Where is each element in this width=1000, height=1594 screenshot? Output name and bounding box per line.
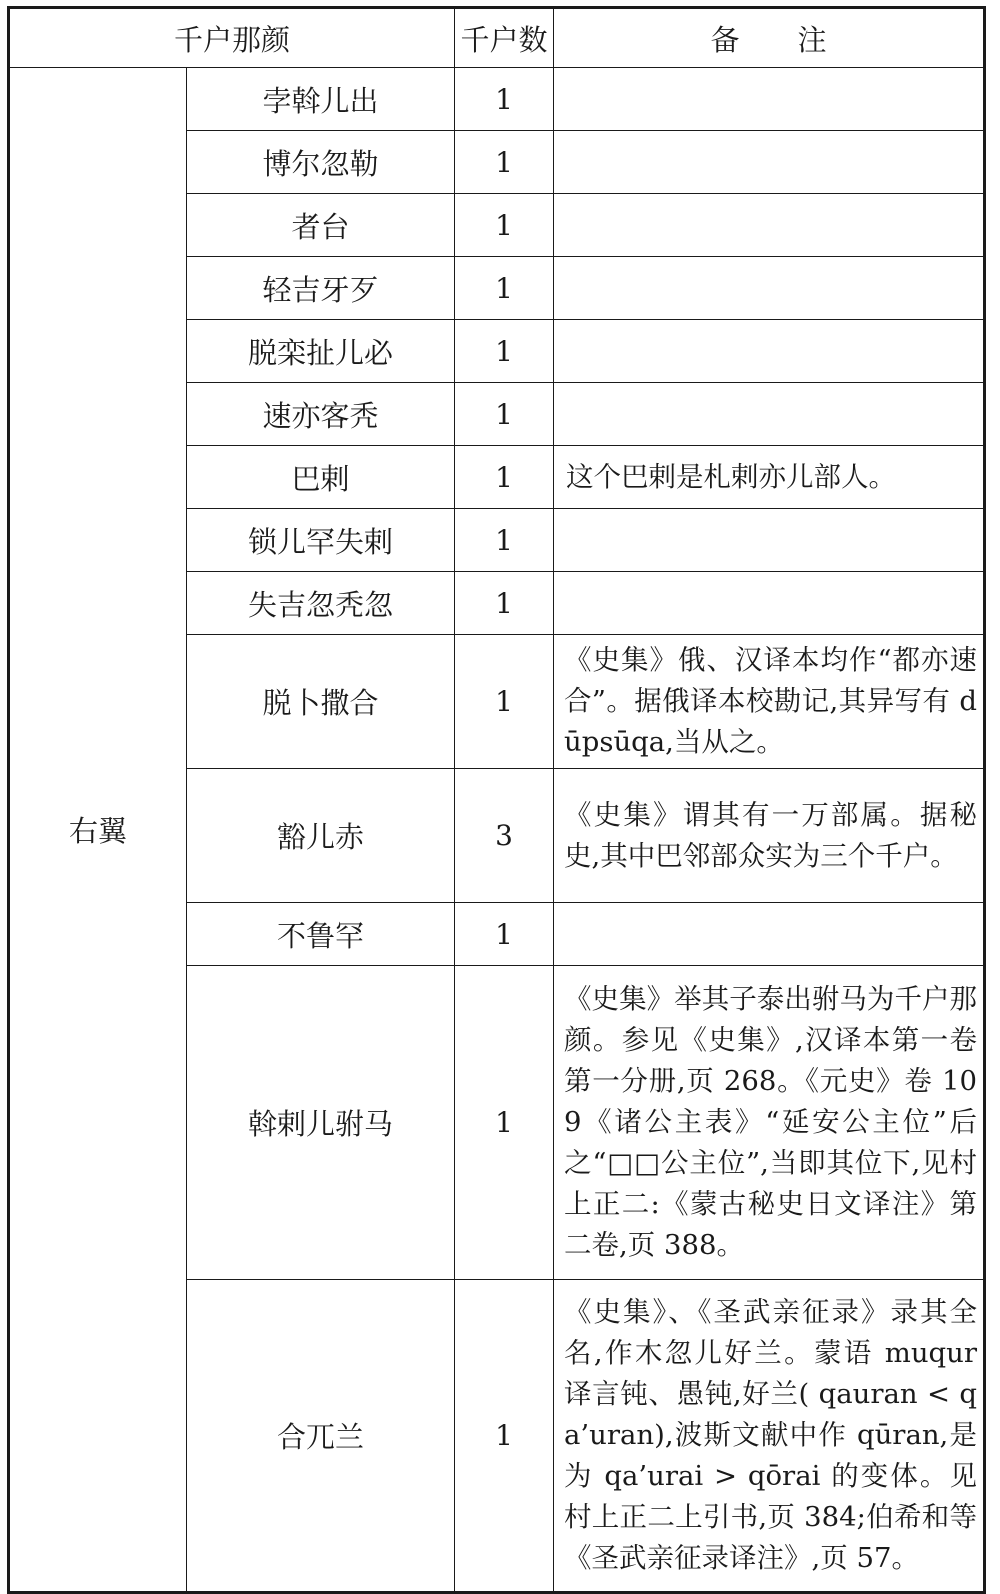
household-count: 3 bbox=[455, 769, 554, 903]
header-note: 备 注 bbox=[554, 8, 985, 68]
commander-name: 博尔忽勒 bbox=[187, 131, 455, 194]
note-cell bbox=[554, 68, 985, 131]
commander-name: 轻吉牙歹 bbox=[187, 257, 455, 320]
commander-name: 失吉忽秃忽 bbox=[187, 572, 455, 635]
commander-name: 豁儿赤 bbox=[187, 769, 455, 903]
household-count: 1 bbox=[455, 383, 554, 446]
note-cell bbox=[554, 257, 985, 320]
household-count: 1 bbox=[455, 68, 554, 131]
household-count: 1 bbox=[455, 194, 554, 257]
note-cell: 《史集》举其子泰出驸马为千户那颜。参见《史集》,汉译本第一卷第一分册,页 268。《元史》卷 109《诸公主表》“延安公主位”后之“□□公主位”,当即其位下,见村上正二:《蒙古秘史日文译注》第二卷,页 388。 bbox=[554, 966, 985, 1280]
commander-name: 脱卜撒合 bbox=[187, 635, 455, 769]
household-count: 1 bbox=[455, 903, 554, 966]
commander-name: 斡剌儿驸马 bbox=[187, 966, 455, 1280]
header-count: 千户数 bbox=[455, 8, 554, 68]
commander-name: 脱栾扯儿必 bbox=[187, 320, 455, 383]
commander-name: 不鲁罕 bbox=[187, 903, 455, 966]
note-cell bbox=[554, 572, 985, 635]
note-cell bbox=[554, 320, 985, 383]
household-count: 1 bbox=[455, 320, 554, 383]
commander-name: 合兀兰 bbox=[187, 1280, 455, 1593]
commander-name: 巴剌 bbox=[187, 446, 455, 509]
wing-cell: 右翼 bbox=[9, 68, 187, 1593]
household-count: 1 bbox=[455, 966, 554, 1280]
note-cell bbox=[554, 131, 985, 194]
header-commander: 千户那颜 bbox=[9, 8, 455, 68]
note-cell: 《史集》俄、汉译本均作“都亦速合”。据俄译本校勘记,其异写有 dūpsūqa,当从之。 bbox=[554, 635, 985, 769]
note-cell: 《史集》谓其有一万部属。据秘史,其中巴邻部众实为三个千户。 bbox=[554, 769, 985, 903]
commander-name: 速亦客秃 bbox=[187, 383, 455, 446]
table-header-row bbox=[9, 8, 985, 68]
thousand-households-table bbox=[7, 6, 986, 1594]
table-row bbox=[9, 68, 985, 131]
note-cell bbox=[554, 903, 985, 966]
household-count: 1 bbox=[455, 635, 554, 769]
household-count: 1 bbox=[455, 509, 554, 572]
note-cell: 《史集》、《圣武亲征录》录其全名,作木忽儿好兰。蒙语 muqur 译言钝、愚钝,好兰( qauran < qa’uran),波斯文献中作 qūran,是为 qa’urai > qōrai 的变体。见村上正二上引书,页 384;伯希和等《圣武亲征录译注》,页 57。 bbox=[554, 1280, 985, 1593]
household-count: 1 bbox=[455, 1280, 554, 1593]
note-cell: 这个巴剌是札剌亦儿部人。 bbox=[554, 446, 985, 509]
household-count: 1 bbox=[455, 446, 554, 509]
commander-name: 者台 bbox=[187, 194, 455, 257]
commander-name: 孛斡儿出 bbox=[187, 68, 455, 131]
commander-name: 锁儿罕失剌 bbox=[187, 509, 455, 572]
note-cell bbox=[554, 509, 985, 572]
note-cell bbox=[554, 383, 985, 446]
household-count: 1 bbox=[455, 257, 554, 320]
note-cell bbox=[554, 194, 985, 257]
household-count: 1 bbox=[455, 572, 554, 635]
household-count: 1 bbox=[455, 131, 554, 194]
